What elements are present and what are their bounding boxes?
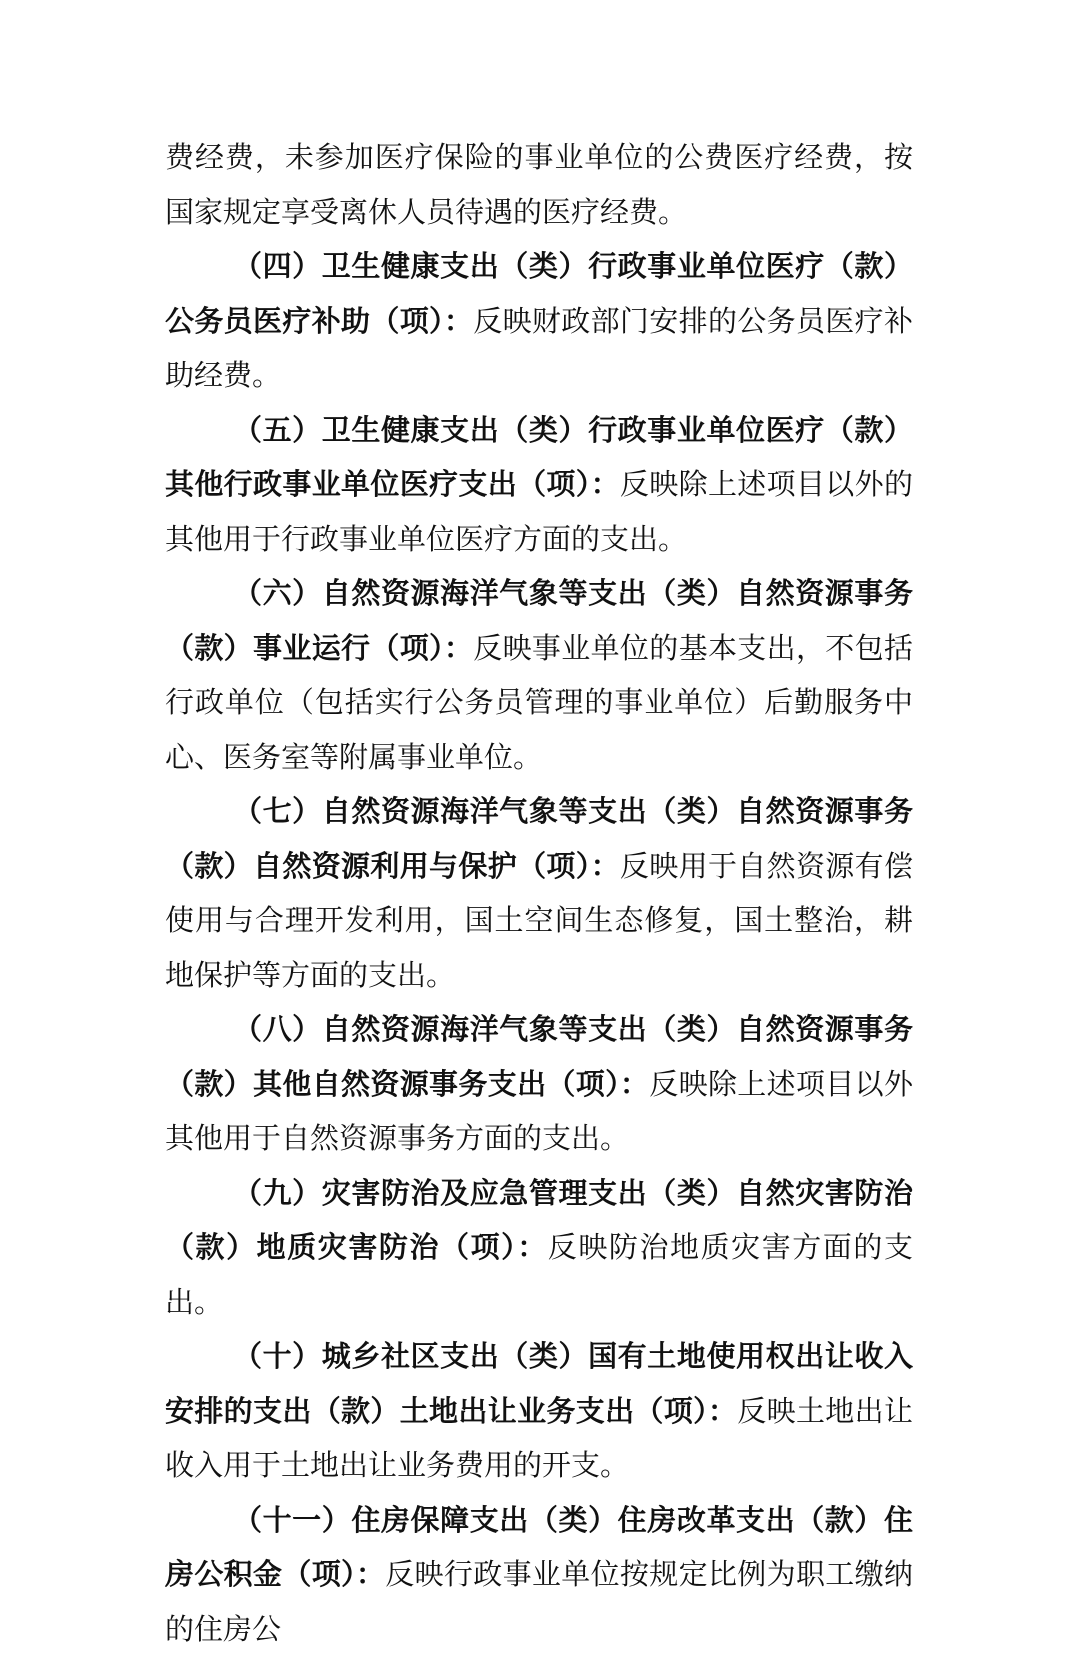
paragraph-item-11 xyxy=(165,1493,913,1656)
paragraph-item-7 xyxy=(165,784,913,1002)
paragraph-item-9 xyxy=(165,1166,913,1330)
document-page xyxy=(165,130,913,1656)
paragraph-heading: （五）卫生健康支出（类）行政事业单位医疗（款）其他行政事业单位医疗支出（项）： xyxy=(165,413,913,502)
paragraph-body: 反映行政事业单位按规定比例为职工缴纳的住房公 xyxy=(165,1557,913,1646)
paragraph-continuation xyxy=(165,130,913,239)
paragraph-item-4 xyxy=(165,239,913,403)
paragraph-item-10 xyxy=(165,1329,913,1493)
paragraph-item-8 xyxy=(165,1002,913,1166)
paragraph-item-6 xyxy=(165,566,913,784)
paragraph-body: 反映用于自然资源有偿使用与合理开发利用，国土空间生态修复，国土整治，耕地保护等方面的支出。 xyxy=(165,849,913,992)
paragraph-body: 反映防治地质灾害方面的支出。 xyxy=(165,1230,913,1319)
paragraph-heading: （六）自然资源海洋气象等支出（类）自然资源事务（款）事业运行（项）： xyxy=(165,576,913,665)
paragraph-heading: （十一）住房保障支出（类）住房改革支出（款）住房公积金（项）： xyxy=(165,1503,913,1592)
paragraph-body: 反映除上述项目以外的其他用于行政事业单位医疗方面的支出。 xyxy=(165,467,913,556)
paragraph-body: 反映财政部门安排的公务员医疗补助经费。 xyxy=(165,304,913,393)
paragraph-body: 反映事业单位的基本支出，不包括行政单位（包括实行公务员管理的事业单位）后勤服务中心、医务室等附属事业单位。 xyxy=(165,631,913,774)
paragraph-heading: （七）自然资源海洋气象等支出（类）自然资源事务（款）自然资源利用与保护（项）： xyxy=(165,794,913,883)
paragraph-heading: （九）灾害防治及应急管理支出（类）自然灾害防治（款）地质灾害防治（项）： xyxy=(165,1176,913,1265)
paragraph-body: 费经费，未参加医疗保险的事业单位的公费医疗经费，按国家规定享受离休人员待遇的医疗经费。 xyxy=(165,140,913,229)
paragraph-body: 反映除上述项目以外其他用于自然资源事务方面的支出。 xyxy=(165,1067,913,1156)
paragraph-heading: （八）自然资源海洋气象等支出（类）自然资源事务（款）其他自然资源事务支出（项）： xyxy=(165,1012,913,1101)
paragraph-body: 反映土地出让收入用于土地出让业务费用的开支。 xyxy=(165,1394,913,1483)
paragraph-heading: （四）卫生健康支出（类）行政事业单位医疗（款）公务员医疗补助（项）： xyxy=(165,249,913,338)
paragraph-heading: （十）城乡社区支出（类）国有土地使用权出让收入安排的支出（款）土地出让业务支出（项）： xyxy=(165,1339,913,1428)
paragraph-item-5 xyxy=(165,403,913,567)
